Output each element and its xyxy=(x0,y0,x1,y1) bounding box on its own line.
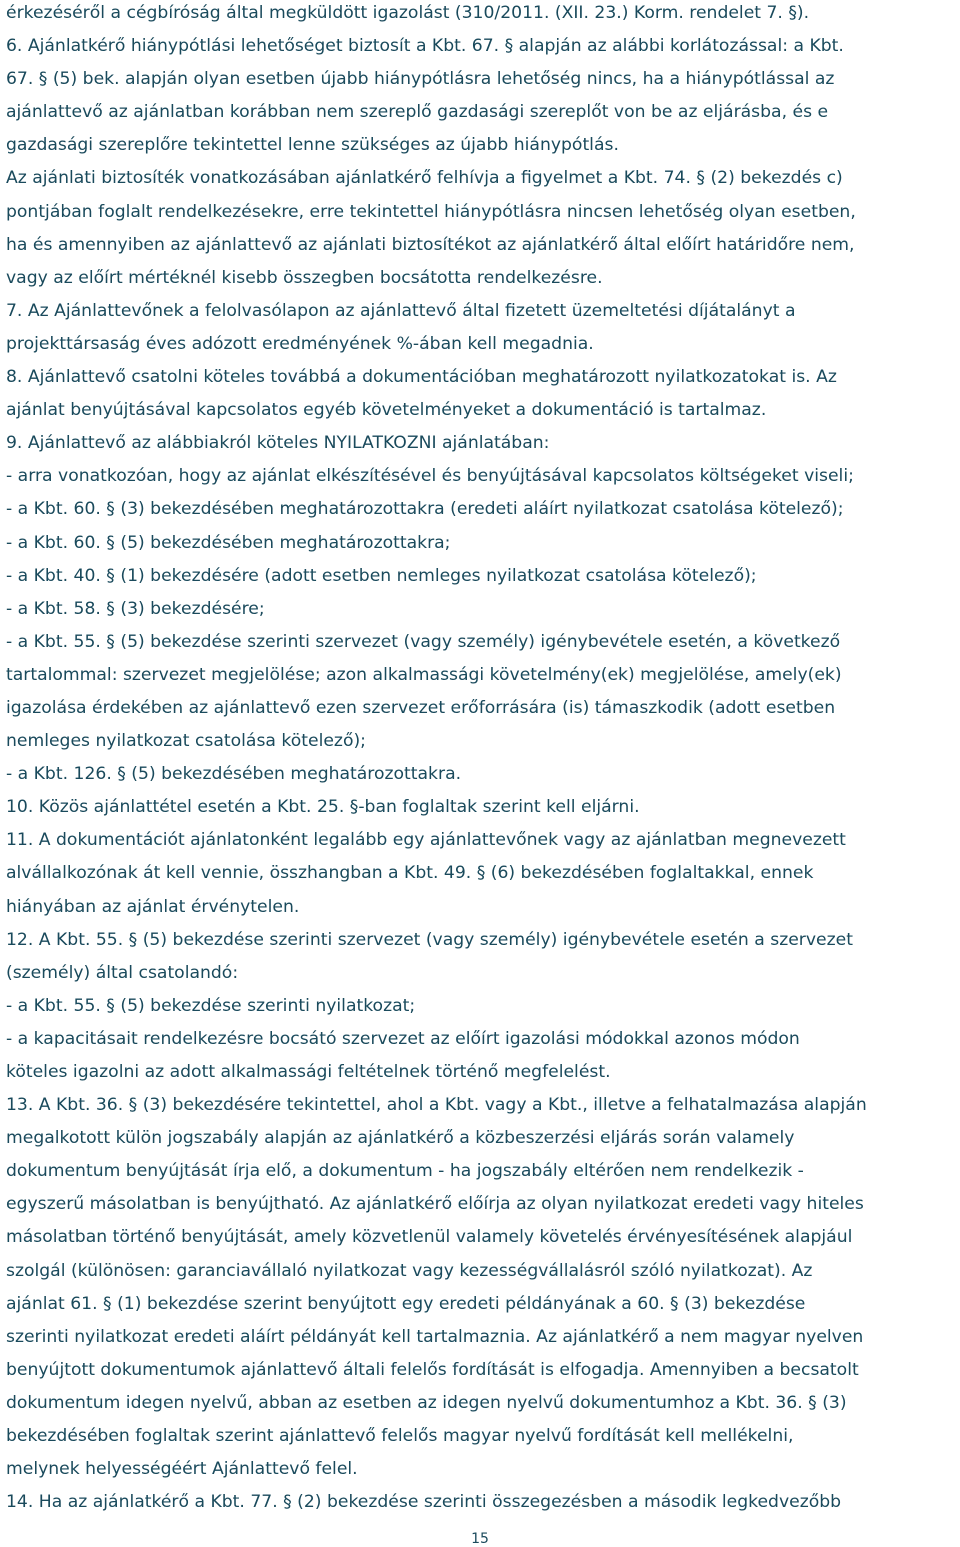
text-line: igazolása érdekében az ajánlattevő ezen szervezet erőforrására (is) támaszkodik (adott esetben xyxy=(6,697,836,718)
text-line: szerinti nyilatkozat eredeti aláírt példányát kell tartalmaznia. Az ajánlatkérő a nem magyar nyelven xyxy=(6,1326,864,1347)
text-line: érkezéséről a cégbíróság által megküldött igazolást (310/2011. (XII. 23.) Korm. rendelet 7. §). xyxy=(6,3,810,23)
text-line: pontjában foglalt rendelkezésekre, erre tekintettel hiánypótlásra nincsen lehetőség olyan esetben, xyxy=(6,201,856,222)
text-line: 7. Az Ajánlattevőnek a felolvasólapon az ajánlattevő által fizetett üzemeltetési díjátalányt a xyxy=(6,300,796,321)
text-line: szolgál (különösen: garanciavállaló nyilatkozat vagy kezességvállalásról szóló nyilatkozat). Az xyxy=(6,1260,813,1281)
text-line: 8. Ajánlattevő csatolni köteles továbbá a dokumentációban meghatározott nyilatkozatokat is. Az xyxy=(6,367,837,388)
text-line: alvállalkozónak át kell vennie, összhangban a Kbt. 49. § (6) bekezdésében foglaltakkal, ennek xyxy=(6,863,814,884)
text-line: 14. Ha az ajánlatkérő a Kbt. 77. § (2) bekezdése szerinti összegezésben a második legkedvezőbb xyxy=(6,1492,842,1513)
text-line: dokumentum idegen nyelvű, abban az esetben az idegen nyelvű dokumentumhoz a Kbt. 36. § (3) xyxy=(6,1392,847,1413)
text-line: Az ajánlati biztosíték vonatkozásában ajánlatkérő felhívja a figyelmet a Kbt. 74. § (2) bekezdés c) xyxy=(6,168,843,189)
text-line: ajánlat 61. § (1) bekezdése szerint benyújtott egy eredeti példányának a 60. § (3) bekezdése xyxy=(6,1293,806,1314)
text-line: - arra vonatkozóan, hogy az ajánlat elkészítésével és benyújtásával kapcsolatos költségeket viseli; xyxy=(6,466,854,487)
text-line: 9. Ajánlattevő az alábbiakról köteles NYILATKOZNI ajánlatában: xyxy=(6,433,550,454)
text-line: hiányában az ajánlat érvénytelen. xyxy=(6,896,300,917)
text-line: egyszerű másolatban is benyújtható. Az ajánlatkérő előírja az olyan nyilatkozat eredeti vagy hiteles xyxy=(6,1194,864,1215)
text-line: - a Kbt. 58. § (3) bekezdésére; xyxy=(6,598,265,619)
text-line: ajánlattevő az ajánlatban korábban nem szereplő gazdasági szereplőt von be az eljárásba, és e xyxy=(6,102,829,123)
text-line: - a Kbt. 55. § (5) bekezdése szerinti nyilatkozat; xyxy=(6,995,416,1016)
text-line: - a Kbt. 60. § (3) bekezdésében meghatározottakra (eredeti aláírt nyilatkozat csatolása kötelező); xyxy=(6,499,844,520)
text-line: nemleges nyilatkozat csatolása kötelező); xyxy=(6,731,366,752)
document-body xyxy=(6,0,956,1519)
text-line: gazdasági szereplőre tekintettel lenne szükséges az újabb hiánypótlás. xyxy=(6,135,619,156)
text-line: vagy az előírt mértéknél kisebb összegben bocsátotta rendelkezésre. xyxy=(6,267,603,288)
text-line: köteles igazolni az adott alkalmassági feltételnek történő megfelelést. xyxy=(6,1062,611,1082)
text-line: projekttársaság éves adózott eredményének %-ában kell megadnia. xyxy=(6,333,594,354)
text-line: megalkotott külön jogszabály alapján az ajánlatkérő a közbeszerzési eljárás során valamely xyxy=(6,1128,795,1149)
text-line: - a kapacitásait rendelkezésre bocsátó szervezet az előírt igazolási módokkal azonos módon xyxy=(6,1028,800,1049)
text-line: - a Kbt. 55. § (5) bekezdése szerinti szervezet (vagy személy) igénybevétele esetén, a következő xyxy=(6,631,841,652)
text-line: 67. § (5) bek. alapján olyan esetben újabb hiánypótlásra lehetőség nincs, ha a hiánypótlással az xyxy=(6,69,835,90)
text-line: másolatban történő benyújtását, amely közvetlenül valamely követelés érvényesítésének alapjául xyxy=(6,1227,853,1248)
text-line: dokumentum benyújtását írja elő, a dokumentum - ha jogszabály eltérően nem rendelkezik - xyxy=(6,1161,804,1182)
text-line: melynek helyességéért Ajánlattevő felel. xyxy=(6,1459,358,1480)
text-line: 11. A dokumentációt ajánlatonként legalább egy ajánlattevőnek vagy az ajánlatban megnevezett xyxy=(6,830,846,851)
text-line: bekezdésében foglaltak szerint ajánlattevő felelős magyar nyelvű fordítását kell mellékelni, xyxy=(6,1426,794,1447)
text-line: - a Kbt. 40. § (1) bekezdésére (adott esetben nemleges nyilatkozat csatolása kötelező); xyxy=(6,565,757,586)
text-line: tartalommal: szervezet megjelölése; azon alkalmassági követelmény(ek) megjelölése, amely(ek) xyxy=(6,664,842,685)
text-line: ha és amennyiben az ajánlattevő az ajánlati biztosítékot az ajánlatkérő által előírt határidőre nem, xyxy=(6,234,855,255)
text-line: - a Kbt. 60. § (5) bekezdésében meghatározottakra; xyxy=(6,532,451,553)
text-line: (személy) által csatolandó: xyxy=(6,962,239,983)
page-number: 15 xyxy=(471,1531,489,1547)
text-line: benyújtott dokumentumok ajánlattevő általi felelős fordítását is elfogadja. Amennyiben a becsatolt xyxy=(6,1359,859,1380)
text-line: - a Kbt. 126. § (5) bekezdésében meghatározottakra. xyxy=(6,764,462,785)
text-line: 10. Közös ajánlattétel esetén a Kbt. 25. §-ban foglaltak szerint kell eljárni. xyxy=(6,797,640,818)
text-line: 13. A Kbt. 36. § (3) bekezdésére tekintettel, ahol a Kbt. vagy a Kbt., illetve a felhatalmazása alapján xyxy=(6,1095,867,1116)
text-line: 12. A Kbt. 55. § (5) bekezdése szerinti szervezet (vagy személy) igénybevétele esetén a szervezet xyxy=(6,929,853,950)
text-line: 6. Ajánlatkérő hiánypótlási lehetőséget biztosít a Kbt. 67. § alapján az alábbi korlátozással: a Kbt. xyxy=(6,36,844,57)
text-line: ajánlat benyújtásával kapcsolatos egyéb követelményeket a dokumentáció is tartalmaz. xyxy=(6,400,767,421)
